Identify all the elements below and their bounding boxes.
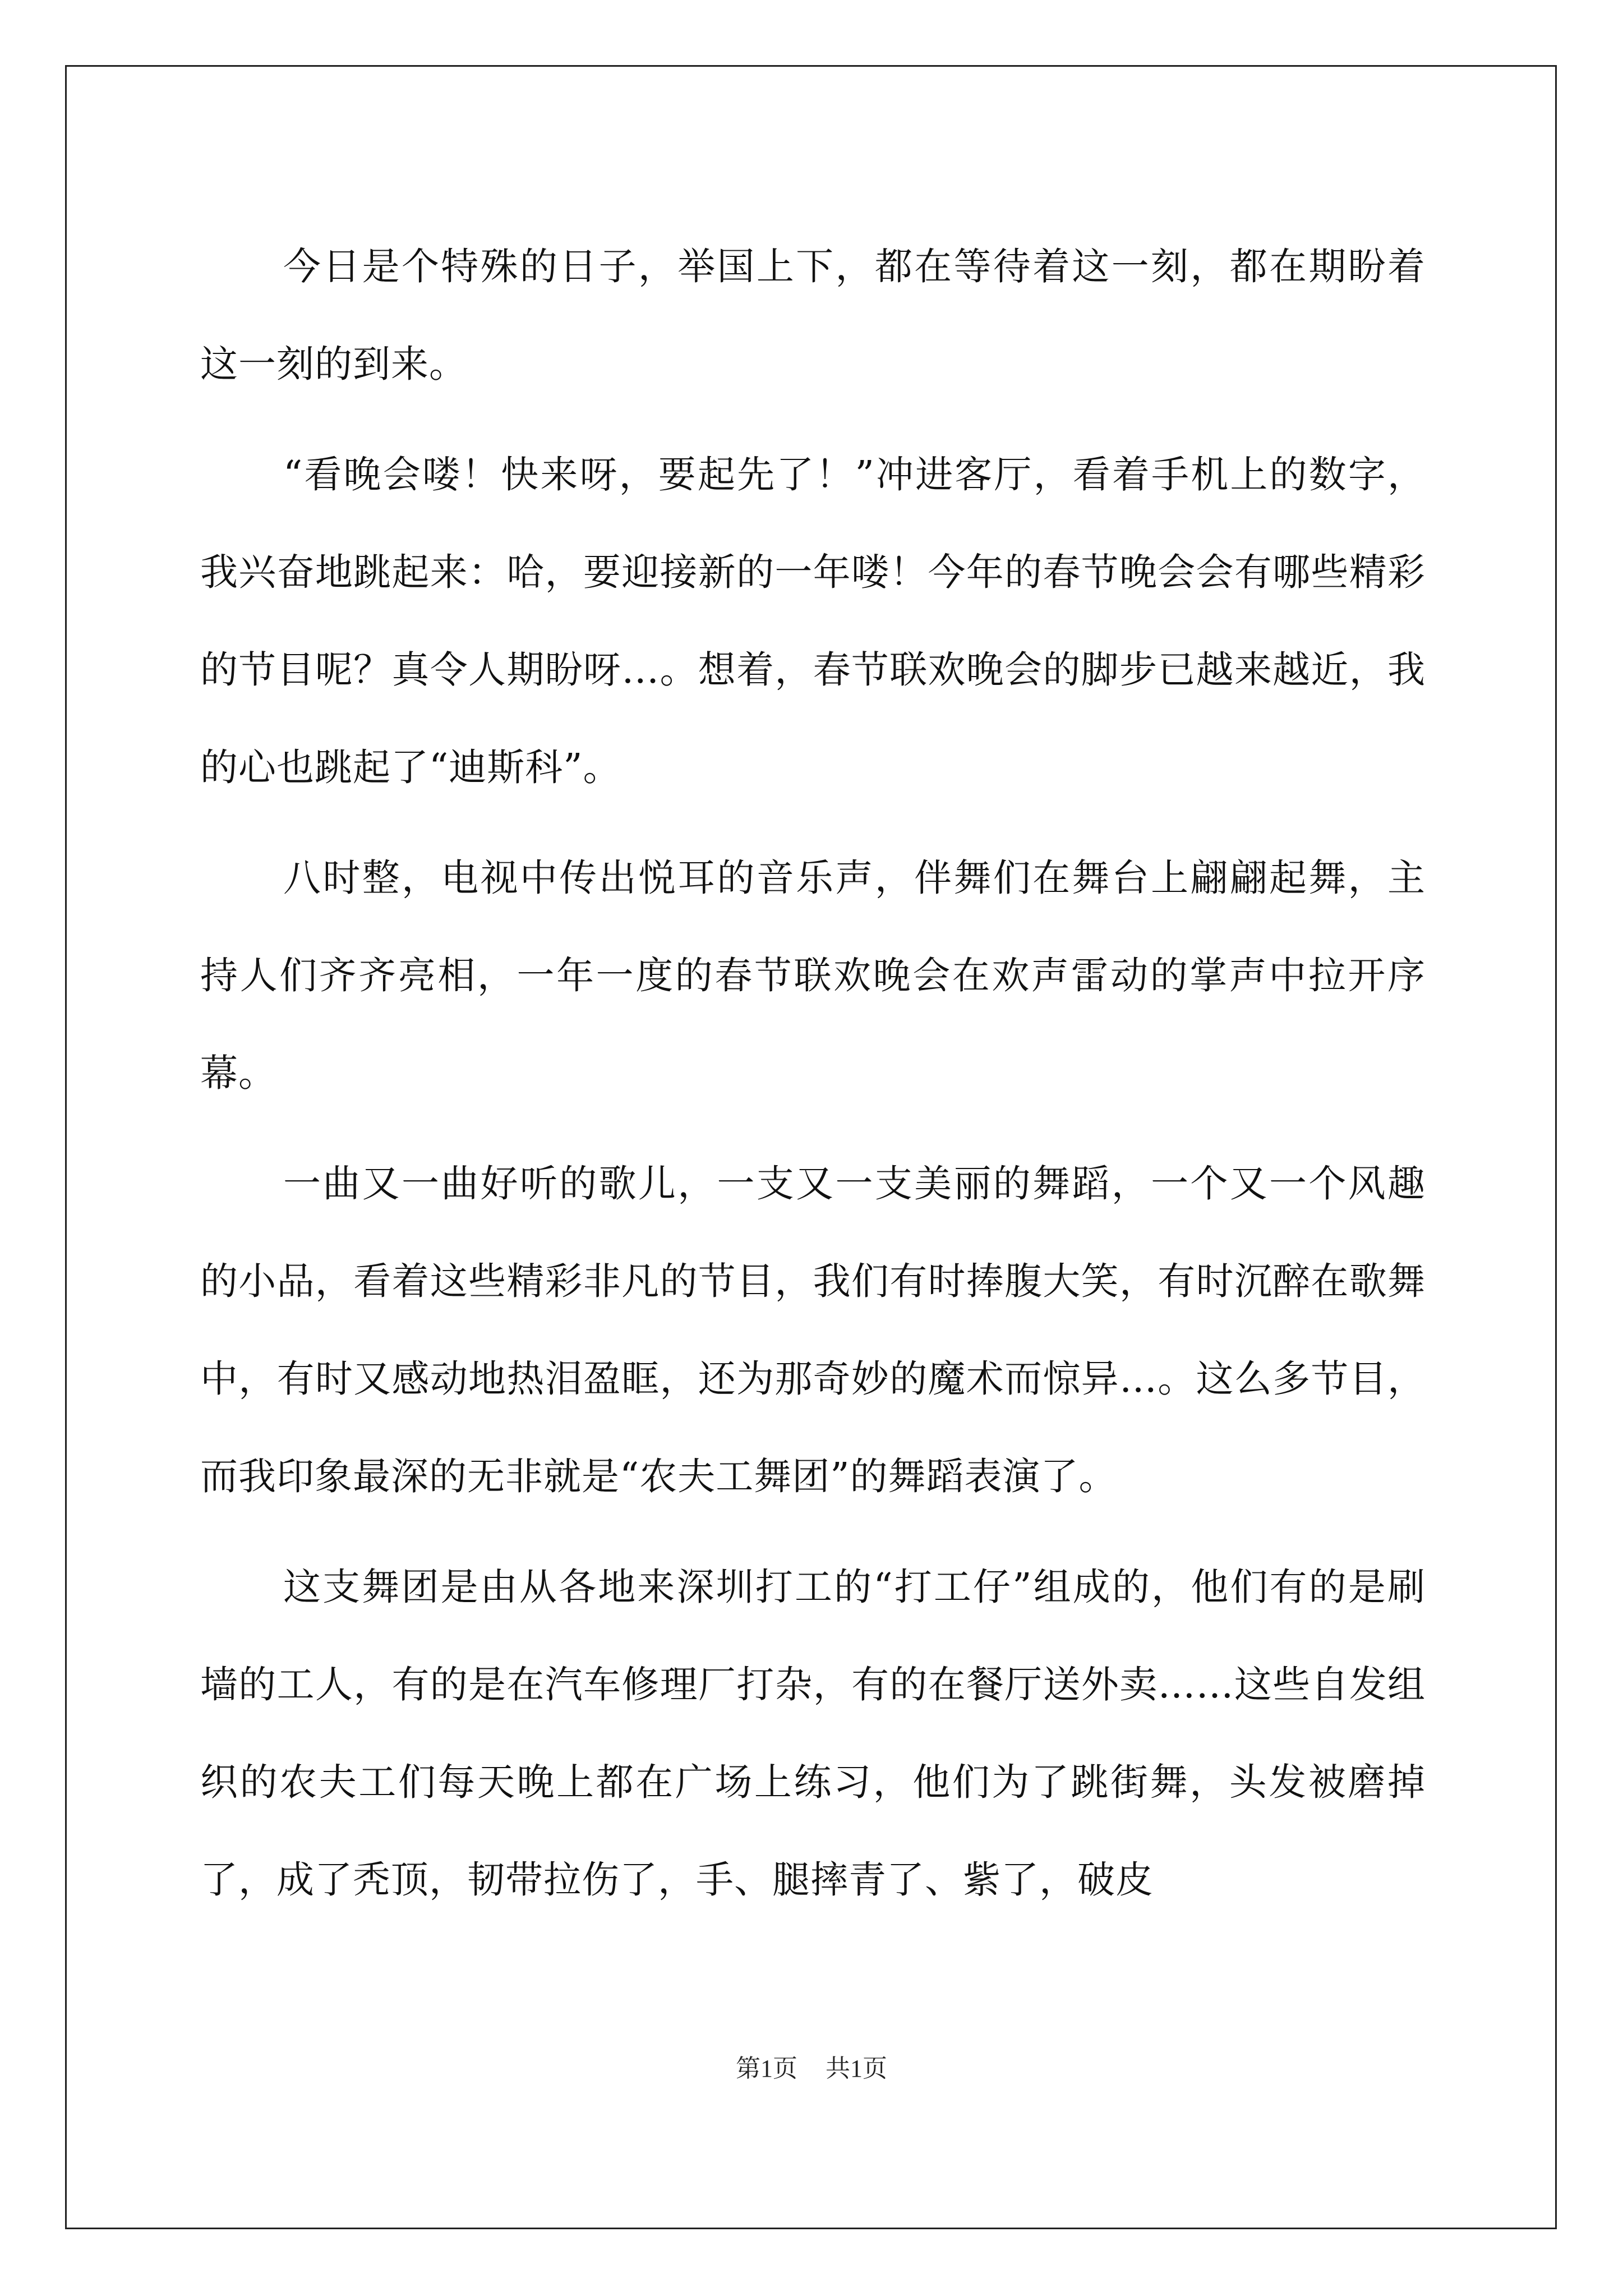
paragraph: 今日是个特殊的日子，举国上下，都在等待着这一刻，都在期盼着这一刻的到来。 [200,245,1426,386]
page-total: 共1页 [826,2055,887,2082]
paragraph: “看晚会喽！快来呀，要起先了！”冲进客厅，看着手机上的数字，我兴奋地跳起来：哈，要迎接新的一年喽！今年的春节晚会会有哪些精彩的节目呢？真令人期盼呀…。想着，春节联欢晚会的脚步已越来越近，我的心也跳起了“迪斯科”。 [200,453,1426,789]
page-number: 第1页 [736,2055,797,2082]
page-footer [0,2052,1623,2086]
paragraph: 八时整，电视中传出悦耳的音乐声，伴舞们在舞台上翩翩起舞，主持人们齐齐亮相，一年一度的春节联欢晚会在欢声雷动的掌声中拉开序幕。 [200,856,1426,1095]
paragraph: 一曲又一曲好听的歌儿，一支又一支美丽的舞蹈，一个又一个风趣的小品，看着这些精彩非凡的节目，我们有时捧腹大笑，有时沉醉在歌舞中，有时又感动地热泪盈眶，还为那奇妙的魔术而惊异…。这么多节目，而我印象最深的无非就是“农夫工舞团”的舞蹈表演了。 [200,1162,1426,1498]
document-body [200,218,1426,1941]
paragraph: 这支舞团是由从各地来深圳打工的“打工仔”组成的，他们有的是刷墙的工人，有的是在汽车修理厂打杂，有的在餐厅送外卖……这些自发组织的农夫工们每天晚上都在广场上练习，他们为了跳街舞，头发被磨掉了，成了秃顶，韧带拉伤了，手、腿摔青了、紫了，破皮 [200,1565,1426,1902]
